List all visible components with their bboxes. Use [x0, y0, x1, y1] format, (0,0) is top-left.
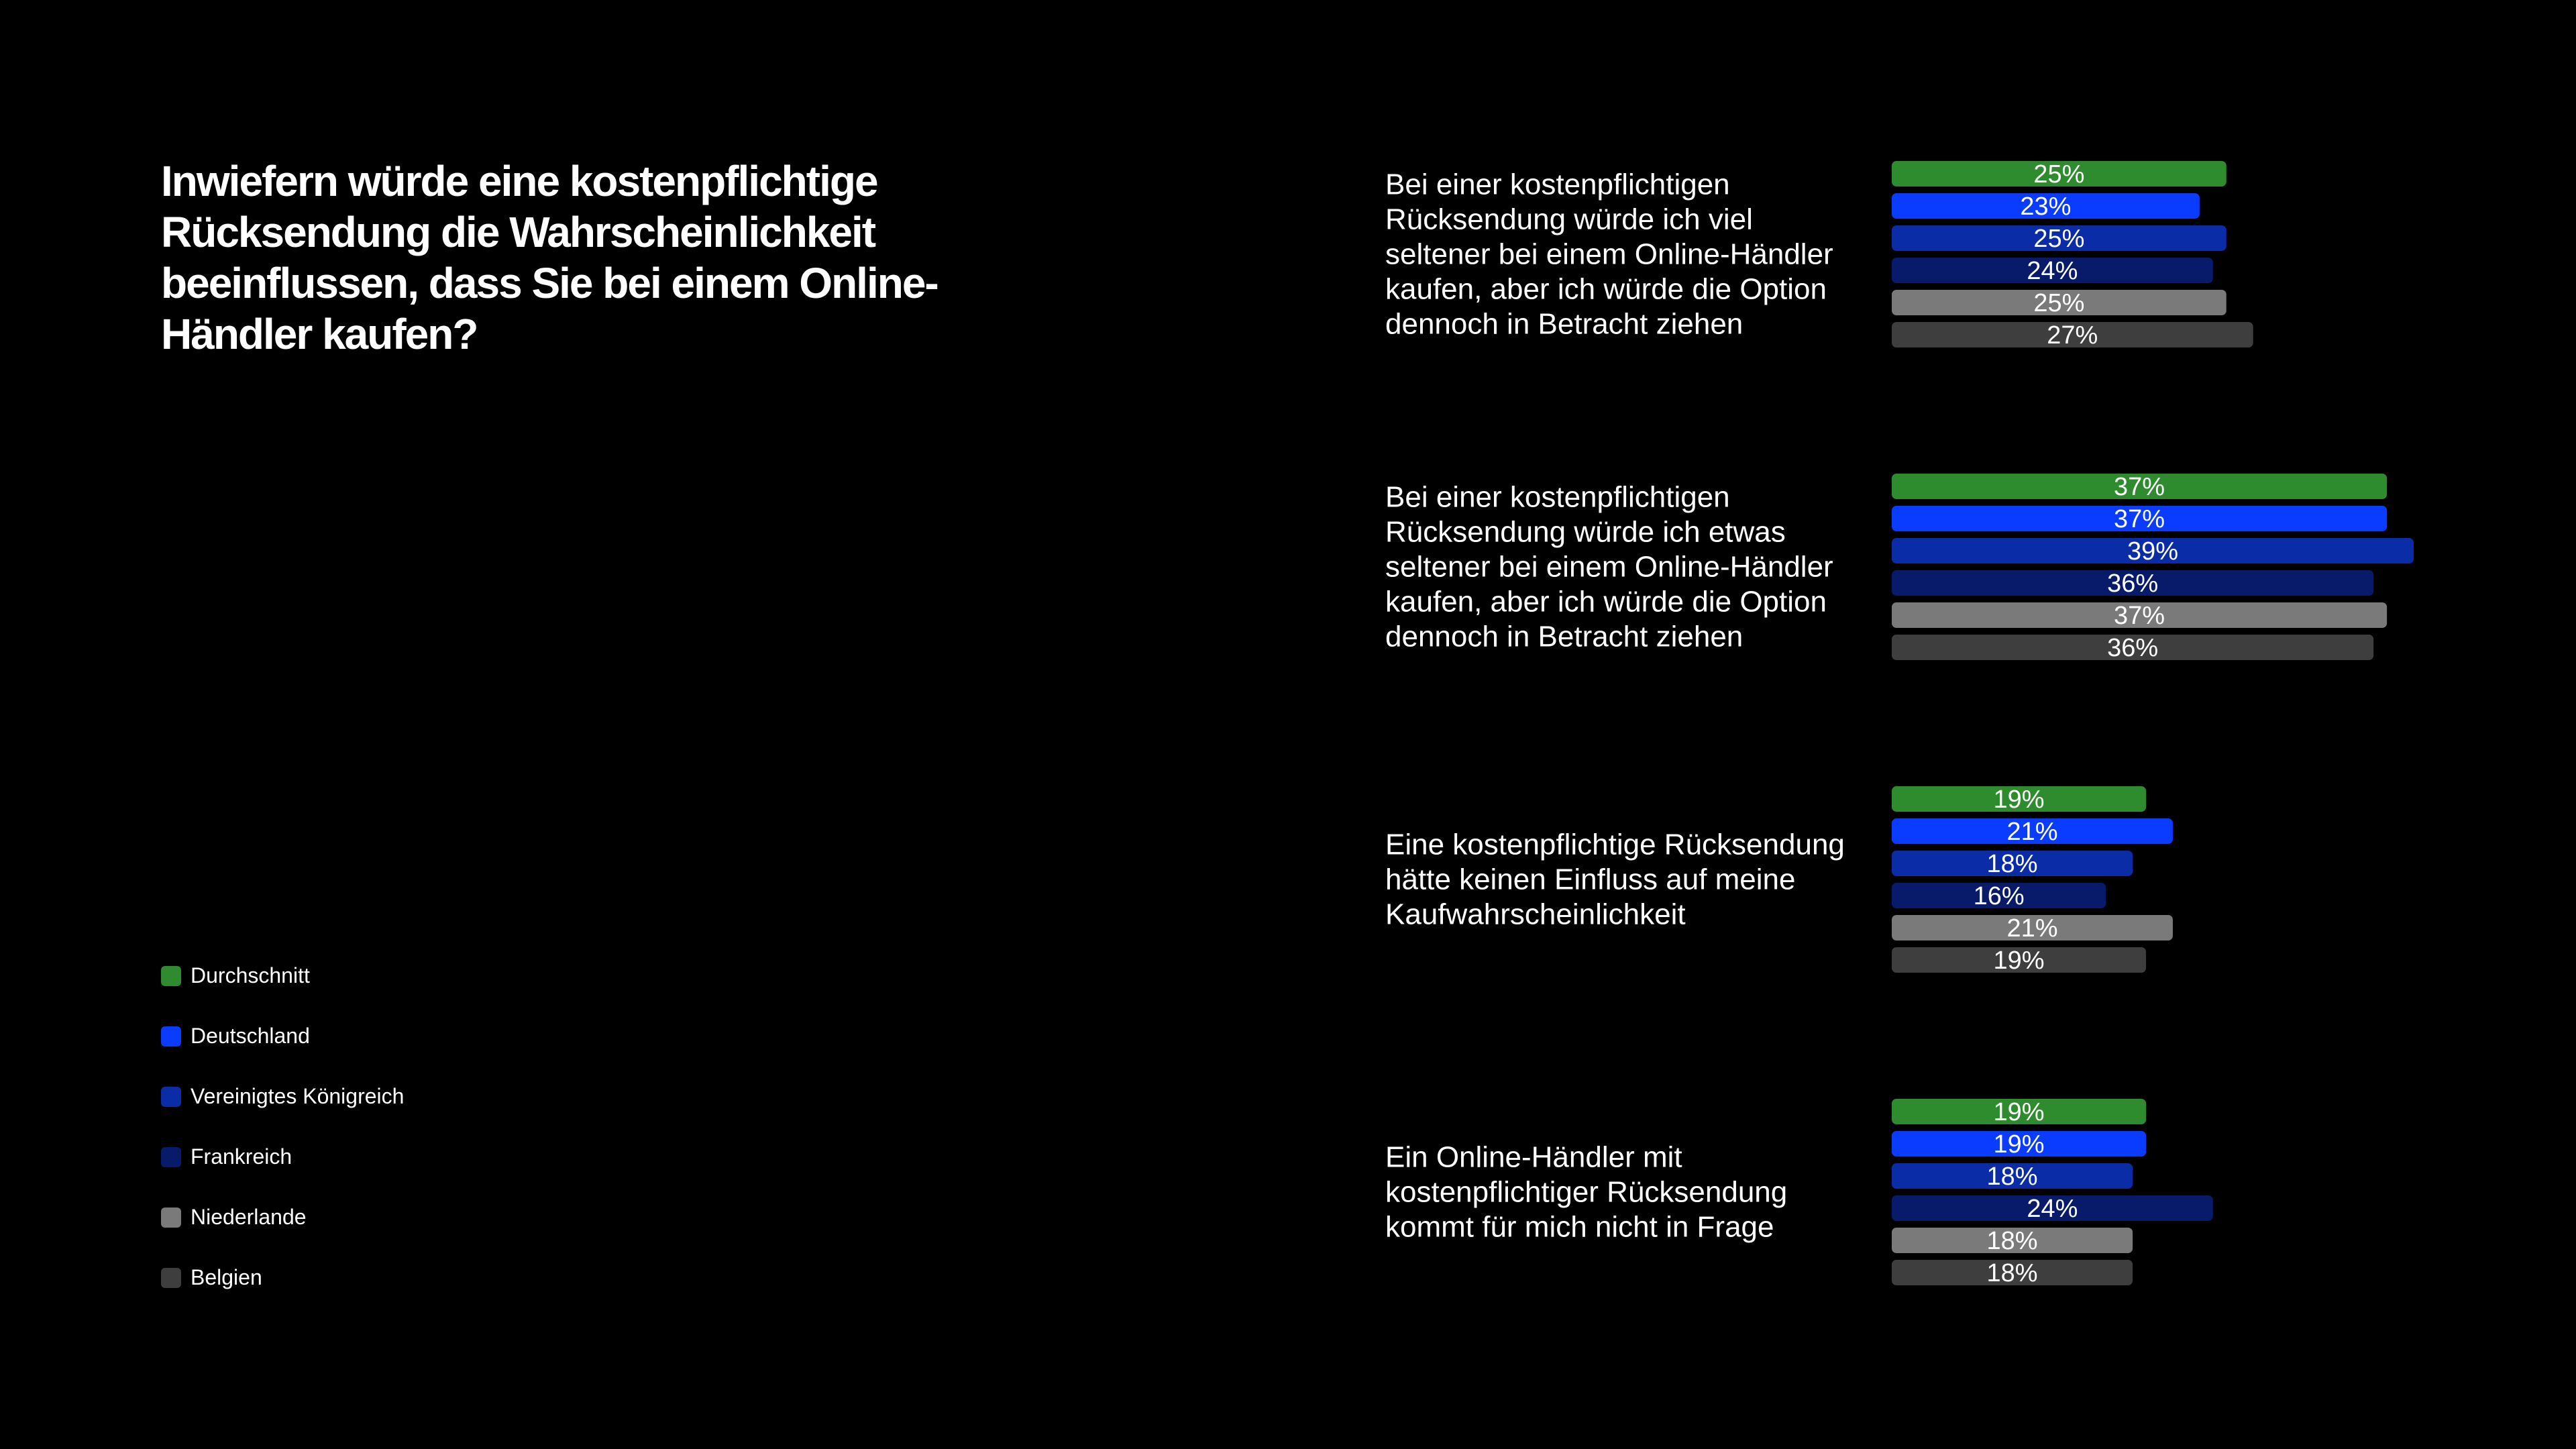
- bar-value-label: 24%: [2027, 257, 2078, 285]
- question-label-line: seltener bei einem Online-Händler: [1385, 237, 1833, 271]
- bar-value-label: 25%: [2033, 160, 2085, 189]
- question-label-line: hätte keinen Einfluss auf meine: [1385, 863, 1796, 896]
- question-label: [1385, 481, 1833, 653]
- question-label-line: kaufen, aber ich würde die Option: [1385, 272, 1827, 306]
- question-label: [1385, 828, 1845, 931]
- legend-label: Durchschnitt: [191, 963, 310, 987]
- bar-value-label: 36%: [2107, 570, 2159, 598]
- legend-label: Belgien: [191, 1265, 262, 1289]
- bar-value-label: 16%: [1973, 882, 2025, 910]
- bar-value-label: 37%: [2114, 602, 2165, 630]
- question-label-line: Ein Online-Händler mit: [1385, 1140, 1682, 1174]
- bar-value-label: 18%: [1986, 1259, 2038, 1287]
- question-label-line: Bei einer kostenpflichtigen: [1385, 168, 1730, 201]
- legend-label: Frankreich: [191, 1144, 292, 1169]
- chart-title: Inwiefern würde eine kostenpflichtige Rücksendung die Wahrscheinlichkeit beeinflussen, dass Sie bei einem Online-Händler kaufen?: [161, 157, 938, 358]
- question-label-line: dennoch in Betracht ziehen: [1385, 307, 1743, 341]
- bar-value-label: 19%: [1993, 1130, 2045, 1159]
- bar-value-label: 18%: [1986, 850, 2038, 878]
- question-label-line: Rücksendung würde ich viel: [1385, 203, 1753, 236]
- bar-value-label: 39%: [2127, 537, 2179, 566]
- bar-value-label: 37%: [2114, 473, 2165, 501]
- bar-value-label: 25%: [2033, 289, 2085, 317]
- question-label-line: kostenpflichtiger Rücksendung: [1385, 1175, 1788, 1209]
- question-label-line: Eine kostenpflichtige Rücksendung: [1385, 828, 1845, 861]
- bar-value-label: 19%: [1993, 786, 2045, 814]
- bar-value-label: 21%: [2006, 914, 2058, 943]
- bar-value-label: 18%: [1986, 1163, 2038, 1191]
- question-label: [1385, 168, 1833, 341]
- question-label-line: dennoch in Betracht ziehen: [1385, 620, 1743, 653]
- bar-value-label: 27%: [2047, 321, 2098, 350]
- bar-value-label: 36%: [2107, 634, 2159, 662]
- question-label-line: kaufen, aber ich würde die Option: [1385, 585, 1827, 619]
- bar-value-label: 37%: [2114, 505, 2165, 533]
- question-label-line: seltener bei einem Online-Händler: [1385, 550, 1833, 584]
- bar-value-label: 18%: [1986, 1227, 2038, 1255]
- question-label-line: Bei einer kostenpflichtigen: [1385, 480, 1730, 514]
- bar-value-label: 19%: [1993, 1098, 2045, 1126]
- bar-value-label: 19%: [1993, 947, 2045, 975]
- question-label-line: Rücksendung würde ich etwas: [1385, 515, 1786, 549]
- bar-value-label: 23%: [2020, 193, 2072, 221]
- legend-label: Vereinigtes Königreich: [191, 1084, 405, 1108]
- question-label-line: kommt für mich nicht in Frage: [1385, 1210, 1774, 1244]
- question-label-line: Kaufwahrscheinlichkeit: [1385, 898, 1686, 931]
- bar-value-label: 24%: [2027, 1195, 2078, 1223]
- question-label: [1385, 1141, 1787, 1244]
- legend-label: Niederlande: [191, 1205, 307, 1229]
- bar-value-label: 21%: [2006, 818, 2058, 846]
- legend-label: Deutschland: [191, 1024, 310, 1048]
- bar-value-label: 25%: [2033, 225, 2085, 253]
